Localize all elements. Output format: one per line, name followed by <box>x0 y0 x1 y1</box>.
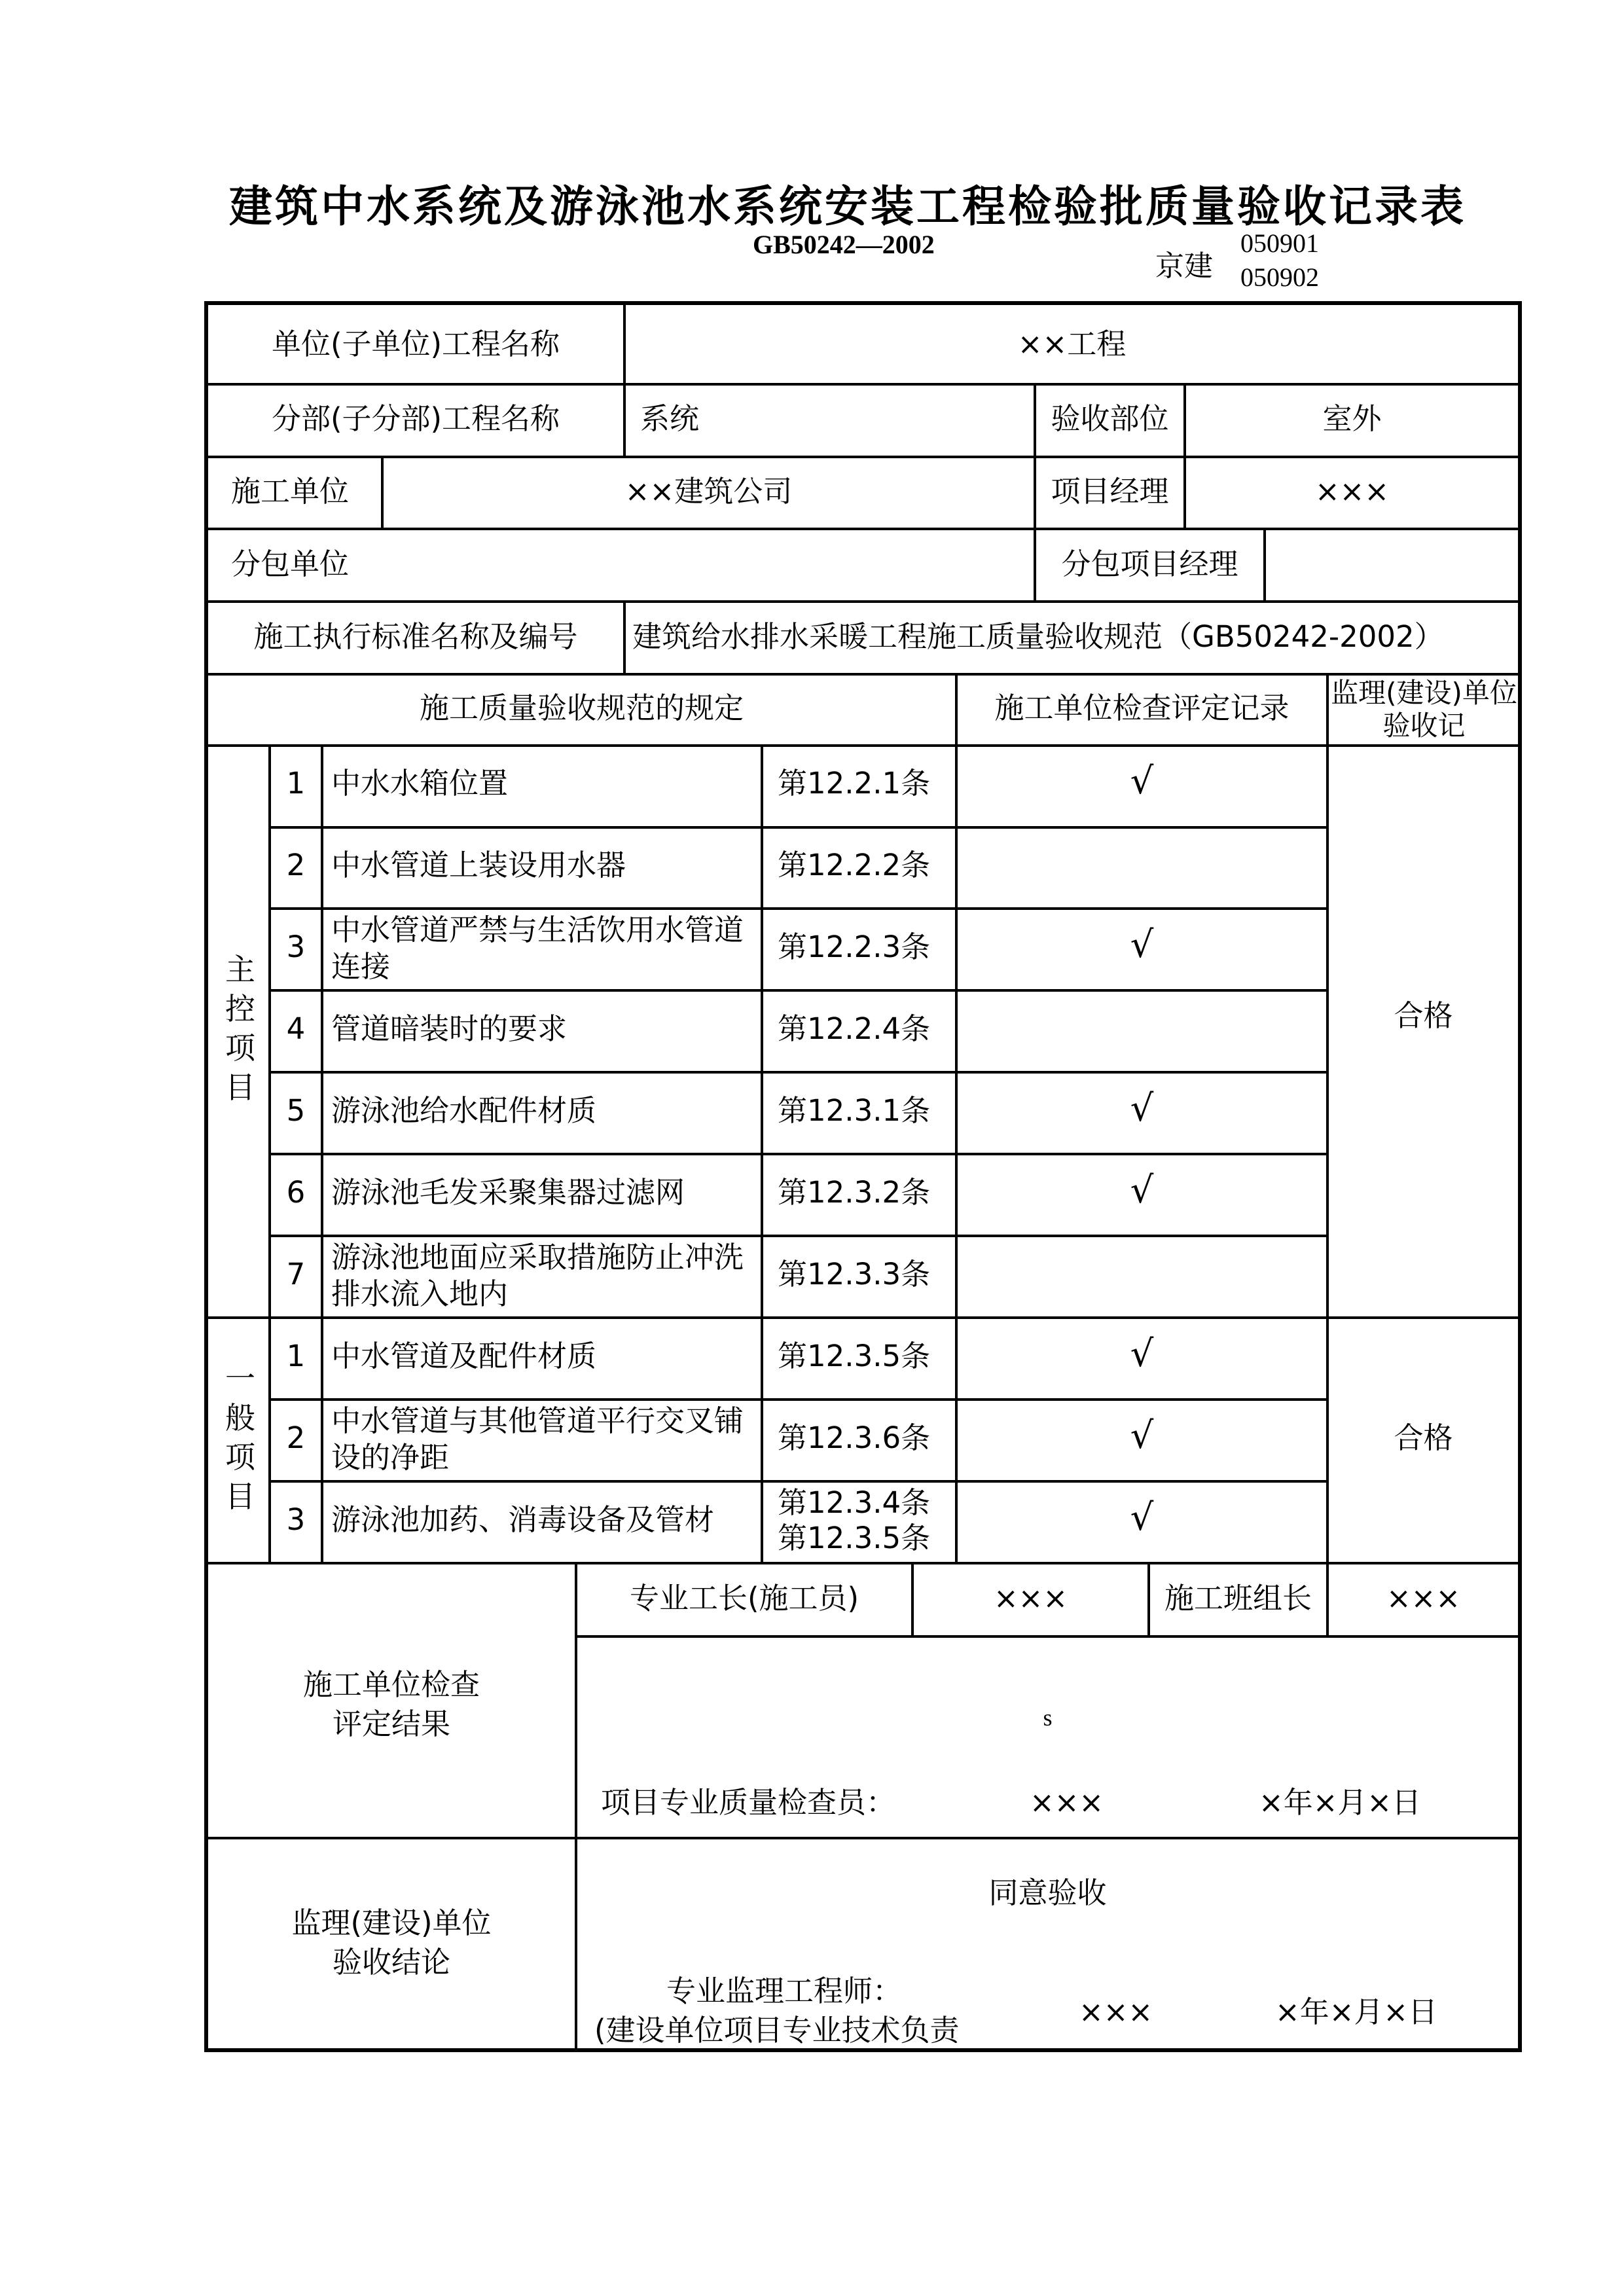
team-leader-label: 施工班组长 <box>1164 1581 1312 1616</box>
item-text: 中水管道严禁与生活饮用水管道连接 <box>331 913 744 984</box>
supervision-label-1: 监理(建设)单位 <box>291 1906 492 1940</box>
check-mark: √ <box>1130 1415 1154 1457</box>
item-text: 中水管道与其他管道平行交叉铺设的净距 <box>331 1403 744 1475</box>
item-clause: 第12.3.1条 <box>778 1093 931 1128</box>
construction-note: s <box>1043 1705 1053 1731</box>
check-mark: √ <box>1130 1333 1154 1375</box>
item-clause: 第12.2.1条 <box>778 766 931 801</box>
inspector-value: ××× <box>1030 1785 1104 1820</box>
item-text: 游泳池加药、消毒设备及管材 <box>331 1502 715 1537</box>
acceptance-part-value: 室外 <box>1322 401 1382 436</box>
item-text: 游泳池毛发采聚集器过滤网 <box>331 1175 685 1210</box>
team-leader-value: ××× <box>1386 1581 1461 1616</box>
construction-unit-label: 施工单位 <box>231 474 350 509</box>
item-number: 3 <box>286 1502 306 1537</box>
item-clause: 第12.3.4条 <box>778 1485 931 1520</box>
item-text: 中水管道及配件材质 <box>331 1339 597 1373</box>
main-control-result: 合格 <box>1394 998 1453 1033</box>
check-mark: √ <box>1130 760 1154 803</box>
item-number: 6 <box>286 1175 306 1210</box>
item-number: 5 <box>286 1093 306 1128</box>
jing-label: 京建 <box>1155 249 1213 283</box>
check-mark: √ <box>1130 924 1154 966</box>
item-number: 7 <box>286 1257 306 1292</box>
item-clause: 第12.3.3条 <box>778 1257 931 1292</box>
supervision-label-2: 验收结论 <box>332 1945 450 1979</box>
form-number-2: 050902 <box>1240 262 1319 292</box>
inspection-date: ×年×月×日 <box>1259 1785 1422 1820</box>
acceptance-part-label: 验收部位 <box>1051 401 1169 436</box>
engineer-label: 专业监理工程师： <box>666 1974 903 2008</box>
unit-project-label: 单位(子单位)工程名称 <box>271 327 560 361</box>
item-clause-2: 第12.3.5条 <box>778 1521 931 1555</box>
item-text: 管道暗装时的要求 <box>331 1011 568 1046</box>
item-clause: 第12.3.5条 <box>778 1339 931 1373</box>
sub-project-label: 分部(子分部)工程名称 <box>271 401 560 436</box>
engineer-value: ××× <box>1079 1995 1153 2029</box>
standard-value: 建筑给水排水采暖工程施工质量验收规范（GB50242-2002） <box>632 619 1444 654</box>
construction-unit-value: ××建筑公司 <box>624 474 793 509</box>
item-number: 2 <box>286 1420 306 1455</box>
item-number: 3 <box>286 930 306 964</box>
item-text: 中水水箱位置 <box>331 766 509 801</box>
construction-check-label-1: 施工单位检查 <box>302 1667 480 1702</box>
item-clause: 第12.2.3条 <box>778 930 931 964</box>
construction-check-label-2: 评定结果 <box>332 1707 450 1741</box>
item-number: 1 <box>286 1339 306 1373</box>
item-clause: 第12.3.6条 <box>778 1420 931 1455</box>
project-manager-value: ××× <box>1314 474 1390 509</box>
supervision-conclusion: 同意验收 <box>988 1875 1107 1910</box>
item-number: 1 <box>286 766 306 801</box>
check-mark: √ <box>1130 1496 1154 1539</box>
item-clause: 第12.3.2条 <box>778 1175 931 1210</box>
engineer-label-2: (建设单位项目专业技术负责 <box>594 2013 960 2048</box>
item-text: 游泳池给水配件材质 <box>331 1093 597 1128</box>
foreman-value: ××× <box>993 1581 1068 1616</box>
page-title: 建筑中水系统及游泳池水系统安装工程检验批质量验收记录表 <box>229 181 1466 232</box>
main-control-label: 主控项目 <box>225 952 255 1105</box>
standard-code: GB50242—2002 <box>753 230 935 259</box>
item-clause: 第12.2.4条 <box>778 1011 931 1046</box>
inspector-label: 项目专业质量检查员： <box>601 1785 896 1820</box>
standard-label: 施工执行标准名称及编号 <box>253 619 578 654</box>
item-clause: 第12.2.2条 <box>778 848 931 882</box>
column-spec: 施工质量验收规范的规定 <box>419 691 744 725</box>
column-record: 施工单位检查评定记录 <box>994 691 1290 725</box>
inspection-form-table <box>204 301 1522 2052</box>
foreman-label: 专业工长(施工员) <box>629 1581 859 1616</box>
project-manager-label: 项目经理 <box>1051 474 1169 509</box>
item-text: 中水管道上装设用水器 <box>331 848 626 882</box>
supervision-date: ×年×月×日 <box>1275 1995 1438 2029</box>
item-text: 游泳池地面应采取措施防止冲洗排水流入地内 <box>331 1240 744 1311</box>
general-label: 一般项目 <box>225 1361 255 1514</box>
check-mark: √ <box>1130 1087 1154 1130</box>
subcontract-manager-label: 分包项目经理 <box>1061 547 1238 581</box>
item-number: 4 <box>286 1011 306 1046</box>
general-result: 合格 <box>1394 1420 1453 1455</box>
form-number-1: 050901 <box>1240 228 1319 258</box>
check-mark: √ <box>1130 1169 1154 1212</box>
unit-project-value: ××工程 <box>1017 327 1127 361</box>
column-supervisor: 监理(建设)单位验收记 <box>1331 677 1517 742</box>
item-number: 2 <box>286 848 306 882</box>
subcontract-unit-label: 分包单位 <box>231 547 350 581</box>
sub-project-value: 系统 <box>640 401 700 436</box>
